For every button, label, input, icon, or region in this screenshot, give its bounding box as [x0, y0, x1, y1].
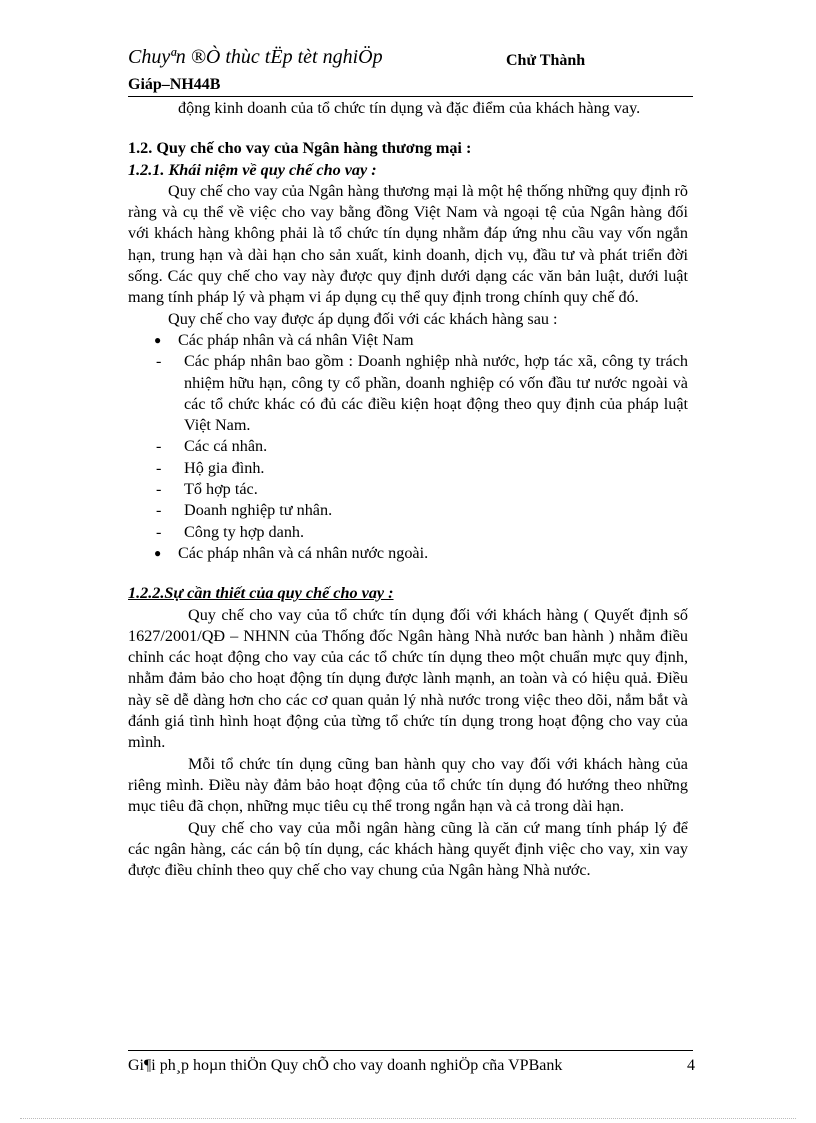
customer-list [128, 330, 688, 564]
paragraph-applicability: Quy chế cho vay được áp dụng đối với các khách hàng sau : [168, 309, 558, 328]
list-item-text: Các cá nhân. [184, 437, 268, 456]
dash-marker: - [156, 480, 162, 499]
dash-marker: - [156, 352, 162, 371]
subsection-heading-1: 1.2.1. Khái niệm về quy chế cho vay : [128, 160, 377, 179]
paragraph-necessity: Quy chế cho vay của tổ chức tín dụng đối với khách hàng ( Quyết định số 1627/2001/QĐ – NHNN của Thống đốc Ngân hàng Nhà nước ban hành ) nhằm điều chỉnh các hoạt động cho vay của các tổ chức tín dụng theo một chuẩn mực quy định, nhằm đảm bảo cho hoạt động tín dụng được lành mạnh, an toàn và có hiệu quả. Điều này sẽ dễ dàng hơn cho các cơ quan quản lý nhà nước trong việc theo dõi, nắm bắt và đánh giá tình hình hoạt động của từng tổ chức tín dụng trong hoạt động cho vay của mình. [128, 605, 688, 752]
list-item-text: Công ty hợp danh. [184, 522, 305, 541]
dash-marker: - [156, 501, 162, 520]
footer-title: Gi¶i ph¸p hoµn thiÖn Quy chÕ cho vay doanh nghiÖp cña VPBank [128, 1057, 563, 1074]
list-item-text: Hộ gia đình. [184, 458, 265, 477]
continuation-paragraph: động kinh doanh của tổ chức tín dụng và đặc điểm của khách hàng vay. [178, 99, 641, 117]
list-item-text: Các pháp nhân bao gồm : Doanh nghiệp nhà nước, hợp tác xã, công ty trách nhiệm hữu hạn, công ty cổ phần, doanh nghiệp có vốn đầu tư nước ngoài và các tổ chức khác có đủ các điều kiện hoạt động theo quy định của pháp luật Việt Nam. [184, 352, 688, 435]
list-item [128, 436, 688, 457]
list-item [128, 351, 688, 436]
paragraph-definition: Quy chế cho vay của Ngân hàng thương mại là một hệ thống những quy định rõ ràng và cụ thể về việc cho vay bằng đồng Việt Nam và ngoại tệ của Ngân hàng đối với khách hàng không phải là tổ chức tín dụng nhằm đáp ứng nhu cầu vay vốn ngắn hạn, trung hạn và dài hạn cho sản xuất, kinh doanh, dịch vụ, đầu tư và phát triển đời sống. Các quy chế cho vay này được quy định dưới dạng các văn bản luật, dưới luật mang tính pháp lý và phạm vi áp dụng cụ thể quy định trong chính quy chế đó. [128, 181, 688, 307]
header-title: Chuyªn ®Ò thùc tËp tèt nghiÖp [128, 46, 383, 68]
bullet-icon: ● [154, 332, 162, 347]
list-item-text: Tổ hợp tác. [184, 480, 258, 499]
list-item [128, 522, 688, 543]
header-class: Giáp–NH44B [128, 76, 221, 93]
list-item-text: Doanh nghiệp tư nhân. [184, 501, 333, 520]
subsection-heading-2: 1.2.2.Sự cần thiết của quy chế cho vay : [128, 584, 394, 603]
page-number: 4 [687, 1057, 695, 1074]
bullet-icon: ● [154, 545, 162, 560]
header-author: Chử Thành [506, 52, 586, 69]
list-item [128, 479, 688, 500]
list-item-text: Các pháp nhân và cá nhân Việt Nam [178, 330, 414, 349]
paragraph-own-rules: Mỗi tổ chức tín dụng cũng ban hành quy cho vay đối với khách hàng của riêng mình. Điều này đảm bảo hoạt động của tổ chức tín dụng đó hướng theo những mục tiêu đã chọn, những mục tiêu cụ thể trong ngắn hạn và cả trong dài hạn. [128, 754, 688, 816]
list-item [128, 543, 688, 564]
footer-rule [128, 1050, 693, 1051]
paragraph-legal-basis: Quy chế cho vay của mỗi ngân hàng cũng là căn cứ mang tính pháp lý để các ngân hàng, các cán bộ tín dụng, các khách hàng quyết định việc cho vay, xin vay được điều chỉnh theo quy chế cho vay chung của Ngân hàng Nhà nước. [128, 818, 688, 880]
dash-marker: - [156, 437, 162, 456]
dash-marker: - [156, 458, 162, 477]
document-body [128, 98, 688, 881]
dash-marker: - [156, 522, 162, 541]
list-item [128, 500, 688, 521]
list-item-text: Các pháp nhân và cá nhân nước ngoài. [178, 543, 429, 562]
list-item [128, 330, 688, 351]
page-bottom-edge [20, 1118, 796, 1119]
section-heading: 1.2. Quy chế cho vay của Ngân hàng thương mại : [128, 139, 472, 158]
header-rule [128, 96, 693, 97]
list-item [128, 458, 688, 479]
